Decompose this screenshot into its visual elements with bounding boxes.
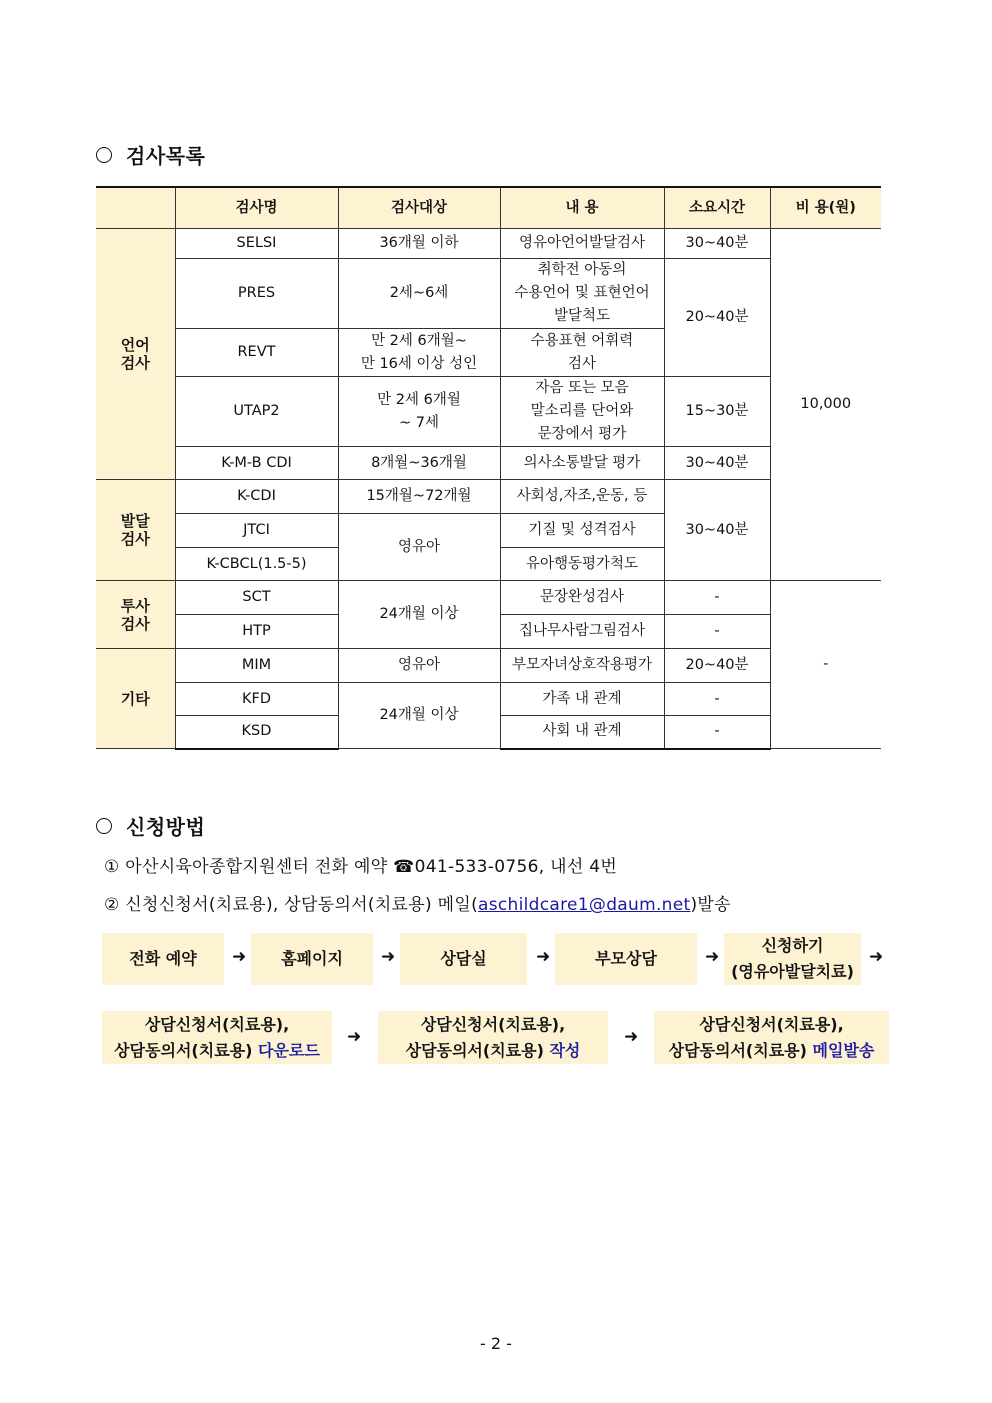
test-fee: 10,000 <box>770 229 881 581</box>
test-time: 30~40분 <box>664 447 770 480</box>
table-row <box>96 229 881 259</box>
header-fee: 비 용(원) <box>770 187 881 229</box>
table-header-row <box>96 187 881 229</box>
method-line-phone: ① 아산시육아종합지원센터 전화 예약 ☎041-533-0756, 내선 4번 <box>104 857 618 877</box>
table-row <box>96 649 881 683</box>
header-name: 검사명 <box>175 187 338 229</box>
table-row <box>96 581 881 615</box>
test-content: 가족 내 관계 <box>500 683 664 716</box>
circle-bullet-icon <box>96 147 112 163</box>
flow-step-homepage: 홈페이지 <box>251 933 373 985</box>
email-link[interactable]: aschildcare1@daum.net <box>478 895 691 915</box>
test-target: 36개월 이하 <box>338 229 500 259</box>
header-category <box>96 187 175 229</box>
arrow-right-icon: ➜ <box>869 947 884 967</box>
test-target: 영유아 <box>338 649 500 683</box>
test-list-table <box>96 186 881 750</box>
test-target: 만 2세 6개월~ 만 16세 이상 성인 <box>338 329 500 377</box>
test-content: 사회성,자조,운동, 등 <box>500 480 664 514</box>
test-name: KFD <box>175 683 338 716</box>
test-time: 20~40분 <box>664 649 770 683</box>
test-content: 취학전 아동의 수용언어 및 표현언어 발달척도 <box>500 259 664 329</box>
flow-step-download-forms: 상담신청서(치료용), 상담동의서(치료용) 다운로드 <box>102 1011 332 1064</box>
arrow-right-icon: ➜ <box>624 1027 639 1047</box>
test-time: - <box>664 716 770 749</box>
test-content: 부모자녀상호작용평가 <box>500 649 664 683</box>
test-time: - <box>664 683 770 716</box>
test-target: 영유아 <box>338 514 500 581</box>
flow-step-apply: 신청하기 (영유아발달치료) <box>724 933 861 985</box>
arrow-right-icon: ➜ <box>705 947 720 967</box>
test-target: 만 2세 6개월 ~ 7세 <box>338 377 500 447</box>
arrow-right-icon: ➜ <box>347 1027 362 1047</box>
test-target: 8개월~36개월 <box>338 447 500 480</box>
test-content: 영유아언어발달검사 <box>500 229 664 259</box>
flow-step-phone-reservation: 전화 예약 <box>102 933 224 985</box>
test-time: 30~40분 <box>664 480 770 581</box>
test-name: K-M-B CDI <box>175 447 338 480</box>
test-name: SCT <box>175 581 338 615</box>
arrow-right-icon: ➜ <box>232 947 247 967</box>
header-target: 검사대상 <box>338 187 500 229</box>
test-content: 의사소통발달 평가 <box>500 447 664 480</box>
test-name: MIM <box>175 649 338 683</box>
category-other: 기타 <box>96 649 175 749</box>
test-target: 2세~6세 <box>338 259 500 329</box>
table-row <box>96 259 881 329</box>
arrow-right-icon: ➜ <box>381 947 396 967</box>
table-row <box>96 377 881 447</box>
test-time: - <box>664 615 770 649</box>
test-content: 사회 내 관계 <box>500 716 664 749</box>
test-name: PRES <box>175 259 338 329</box>
test-content: 기질 및 성격검사 <box>500 514 664 548</box>
test-name: JTCI <box>175 514 338 548</box>
test-name: UTAP2 <box>175 377 338 447</box>
test-time: 15~30분 <box>664 377 770 447</box>
header-time: 소요시간 <box>664 187 770 229</box>
flow-step-parent-counseling: 부모상담 <box>555 933 697 985</box>
test-content: 유아행동평가척도 <box>500 548 664 581</box>
test-name: K-CBCL(1.5-5) <box>175 548 338 581</box>
test-name: K-CDI <box>175 480 338 514</box>
test-time: - <box>664 581 770 615</box>
category-projective: 투사 검사 <box>96 581 175 649</box>
test-fee: - <box>770 581 881 749</box>
test-content: 수용표현 어휘력 검사 <box>500 329 664 377</box>
arrow-right-icon: ➜ <box>536 947 551 967</box>
test-name: KSD <box>175 716 338 749</box>
test-target: 15개월~72개월 <box>338 480 500 514</box>
test-name: HTP <box>175 615 338 649</box>
test-target: 24개월 이상 <box>338 683 500 749</box>
table-row <box>96 480 881 514</box>
flow-step-write-forms: 상담신청서(치료용), 상담동의서(치료용) 작성 <box>378 1011 608 1064</box>
flow-step-counseling-room: 상담실 <box>400 933 527 985</box>
test-content: 자음 또는 모음 말소리를 단어와 문장에서 평가 <box>500 377 664 447</box>
test-time: 20~40분 <box>664 259 770 377</box>
flow-step-email-forms: 상담신청서(치료용), 상담동의서(치료용) 메일발송 <box>654 1011 889 1064</box>
section-title-test-list: 검사목록 <box>96 140 205 169</box>
category-development: 발달 검사 <box>96 480 175 581</box>
circle-bullet-icon <box>96 818 112 834</box>
page-number: - 2 - <box>480 1334 512 1353</box>
method-line-email: ② 신청신청서(치료용), 상담동의서(치료용) 메일(aschildcare1@daum.net)발송 <box>104 895 731 915</box>
test-name: REVT <box>175 329 338 377</box>
section-title-application: 신청방법 <box>96 811 205 840</box>
test-target: 24개월 이상 <box>338 581 500 649</box>
test-name: SELSI <box>175 229 338 259</box>
header-content: 내 용 <box>500 187 664 229</box>
test-content: 집나무사람그림검사 <box>500 615 664 649</box>
test-content: 문장완성검사 <box>500 581 664 615</box>
table-row <box>96 447 881 480</box>
table-row <box>96 683 881 716</box>
test-time: 30~40분 <box>664 229 770 259</box>
category-language: 언어 검사 <box>96 229 175 480</box>
